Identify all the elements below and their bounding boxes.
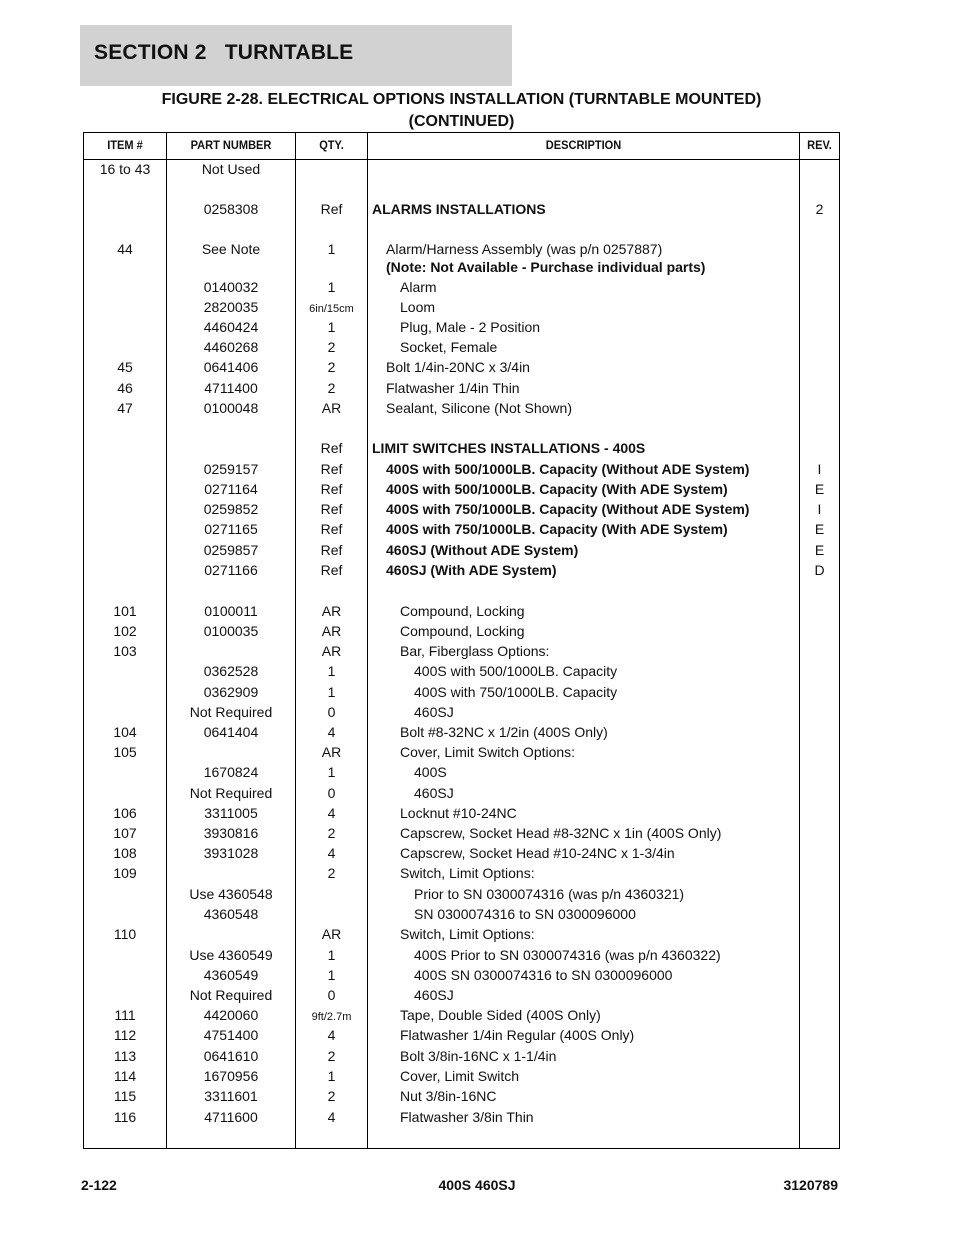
description-cell: 400S with 500/1000LB. Capacity (With ADE System) — [386, 481, 728, 497]
qty-cell: AR — [321, 926, 342, 942]
table-row — [84, 603, 839, 623]
header-description: DESCRIPTION — [545, 138, 622, 152]
rev-cell: I — [817, 501, 822, 517]
document-number: 3120789 — [783, 1177, 838, 1193]
rev-cell: D — [814, 562, 825, 578]
part-number-cell: 4460424 — [203, 319, 259, 335]
qty-cell: AR — [321, 643, 342, 659]
qty-cell: 0 — [327, 987, 336, 1003]
item-cell: 107 — [113, 825, 137, 841]
description-cell: Flatwasher 3/8in Thin — [400, 1109, 534, 1125]
description-cell: Bolt #8-32NC x 1/2in (400S Only) — [400, 724, 608, 740]
table-row — [84, 521, 839, 541]
qty-cell: 2 — [327, 359, 336, 375]
description-cell: Tape, Double Sided (400S Only) — [400, 1007, 601, 1023]
description-cell: Cover, Limit Switch — [400, 1068, 520, 1084]
description-cell: SN 0300074316 to SN 0300096000 — [414, 906, 636, 922]
table-row — [84, 400, 839, 420]
item-cell: 46 — [117, 380, 133, 396]
qty-cell: 4 — [327, 845, 336, 861]
qty-cell: 4 — [327, 805, 336, 821]
part-number-cell: 3930816 — [203, 825, 259, 841]
part-number-cell: 0259852 — [203, 501, 259, 517]
description-cell: 400S with 750/1000LB. Capacity (With ADE System) — [386, 521, 728, 537]
part-number-cell: 1670956 — [203, 1068, 259, 1084]
part-number-cell: Not Required — [189, 785, 273, 801]
qty-cell: AR — [321, 603, 342, 619]
table-row — [84, 1027, 839, 1047]
rev-cell: 2 — [815, 201, 824, 217]
part-number-cell: Use 4360549 — [189, 947, 273, 963]
table-row — [84, 744, 839, 764]
description-cell: 460SJ (Without ADE System) — [386, 542, 579, 558]
table-row — [84, 461, 839, 481]
model-name: 400S 460SJ — [438, 1177, 516, 1193]
item-cell: 109 — [113, 865, 137, 881]
qty-cell: Ref — [320, 521, 343, 537]
part-number-cell: Not Required — [189, 987, 273, 1003]
table-row — [84, 1088, 839, 1108]
description-cell: 460SJ — [414, 785, 454, 801]
qty-cell: 0 — [327, 785, 336, 801]
table-row — [84, 241, 839, 261]
item-cell: 114 — [113, 1068, 137, 1084]
qty-cell: Ref — [320, 440, 343, 456]
description-cell: Switch, Limit Options: — [400, 926, 535, 942]
description-cell: 400S Prior to SN 0300074316 (was p/n 4360322) — [414, 947, 721, 963]
part-number-cell: 4420060 — [203, 1007, 259, 1023]
table-row — [84, 906, 839, 926]
qty-cell: Ref — [320, 481, 343, 497]
item-cell: 108 — [113, 845, 137, 861]
rev-cell: E — [814, 542, 825, 558]
description-cell: Nut 3/8in-16NC — [400, 1088, 497, 1104]
qty-cell: 1 — [327, 764, 336, 780]
part-number-cell: 0259857 — [203, 542, 259, 558]
table-row — [84, 764, 839, 784]
qty-cell: 1 — [327, 319, 336, 335]
table-row — [84, 299, 839, 319]
table-row — [84, 319, 839, 339]
item-cell: 116 — [113, 1109, 137, 1125]
item-cell: 102 — [113, 623, 137, 639]
description-cell: Flatwasher 1/4in Regular (400S Only) — [400, 1027, 635, 1043]
qty-cell: Ref — [320, 201, 343, 217]
description-cell: (Note: Not Available - Purchase individual parts) — [386, 259, 706, 275]
part-number-cell: 4751400 — [203, 1027, 259, 1043]
table-row — [84, 1109, 839, 1129]
item-cell: 104 — [113, 724, 137, 740]
part-number-cell: 0271164 — [204, 481, 258, 497]
part-number-cell: 4711600 — [204, 1109, 258, 1125]
description-cell: LIMIT SWITCHES INSTALLATIONS - 400S — [372, 440, 646, 456]
table-row — [84, 161, 839, 181]
description-cell: Alarm — [400, 279, 437, 295]
qty-cell: 6in/15cm — [309, 303, 354, 315]
description-cell: Compound, Locking — [400, 603, 525, 619]
table-row — [84, 201, 839, 221]
description-cell: 400S — [414, 764, 447, 780]
part-number-cell: 4360549 — [203, 967, 259, 983]
part-number-cell: Use 4360548 — [189, 886, 273, 902]
description-cell: Switch, Limit Options: — [400, 865, 535, 881]
table-row — [84, 926, 839, 946]
qty-cell: AR — [321, 744, 342, 760]
table-row — [84, 1068, 839, 1088]
description-cell: Capscrew, Socket Head #8-32NC x 1in (400S Only) — [400, 825, 722, 841]
description-cell: Compound, Locking — [400, 623, 525, 639]
item-cell: 110 — [113, 926, 137, 942]
description-cell: Loom — [400, 299, 436, 315]
part-number-cell: 0259157 — [203, 461, 259, 477]
table-row — [84, 562, 839, 582]
item-cell: 101 — [113, 603, 137, 619]
table-row — [84, 704, 839, 724]
table-row — [84, 339, 839, 359]
qty-cell: 2 — [327, 1088, 336, 1104]
qty-cell: 1 — [327, 279, 336, 295]
description-cell: 400S SN 0300074316 to SN 0300096000 — [414, 967, 673, 983]
figure-title: FIGURE 2-28. ELECTRICAL OPTIONS INSTALLATION (TURNTABLE MOUNTED) — [161, 91, 762, 108]
qty-cell: 2 — [327, 1048, 336, 1064]
description-cell: Bolt 1/4in-20NC x 3/4in — [386, 359, 530, 375]
qty-cell: 0 — [327, 704, 336, 720]
table-row — [84, 623, 839, 643]
part-number-cell: 0362528 — [203, 663, 259, 679]
description-cell: Sealant, Silicone (Not Shown) — [386, 400, 572, 416]
item-cell: 112 — [113, 1027, 137, 1043]
description-cell: ALARMS INSTALLATIONS — [372, 201, 546, 217]
part-number-cell: 4360548 — [203, 906, 259, 922]
header-item: ITEM # — [107, 138, 143, 152]
table-row — [84, 643, 839, 663]
description-cell: Bar, Fiberglass Options: — [400, 643, 550, 659]
description-cell: 460SJ — [414, 987, 454, 1003]
part-number-cell: 3931028 — [203, 845, 259, 861]
item-cell: 44 — [117, 241, 133, 257]
description-cell: Plug, Male - 2 Position — [400, 319, 541, 335]
qty-cell: 1 — [327, 241, 336, 257]
table-row — [84, 987, 839, 1007]
table-row — [84, 785, 839, 805]
item-cell: 47 — [117, 400, 133, 416]
part-number-cell: 3311005 — [204, 805, 258, 821]
table-row — [84, 542, 839, 562]
table-row — [84, 805, 839, 825]
section-title: SECTION 2 TURNTABLE — [94, 41, 354, 64]
rev-cell: E — [814, 521, 825, 537]
item-cell: 115 — [113, 1088, 137, 1104]
description-cell: Socket, Female — [400, 339, 498, 355]
header-rev: REV. — [807, 138, 832, 152]
item-cell: 111 — [114, 1007, 136, 1023]
description-cell: Bolt 3/8in-16NC x 1-1/4in — [400, 1048, 557, 1064]
item-cell: 113 — [113, 1048, 137, 1064]
table-row — [84, 865, 839, 885]
section-banner — [80, 25, 512, 86]
part-number-cell: 0271165 — [204, 521, 258, 537]
table-row — [84, 501, 839, 521]
item-cell: 105 — [113, 744, 137, 760]
description-cell: Cover, Limit Switch Options: — [400, 744, 576, 760]
table-row — [84, 684, 839, 704]
page-number: 2-122 — [81, 1177, 117, 1193]
qty-cell: 4 — [327, 724, 336, 740]
item-cell: 45 — [117, 359, 133, 375]
qty-cell: 2 — [327, 865, 336, 881]
figure-title-continued: (CONTINUED) — [408, 113, 515, 130]
qty-cell: 1 — [327, 684, 336, 700]
qty-cell: 1 — [327, 947, 336, 963]
description-cell: Alarm/Harness Assembly (was p/n 0257887) — [386, 241, 663, 257]
part-number-cell: 2820035 — [203, 299, 259, 315]
part-number-cell: 0362909 — [203, 684, 259, 700]
qty-cell: 2 — [327, 825, 336, 841]
part-number-cell: 4460268 — [203, 339, 259, 355]
table-row — [84, 279, 839, 299]
qty-cell: Ref — [320, 501, 343, 517]
description-cell: 400S with 500/1000LB. Capacity — [414, 663, 618, 679]
description-cell: Locknut #10-24NC — [400, 805, 517, 821]
table-row — [84, 825, 839, 845]
qty-cell: 9ft/2.7m — [311, 1011, 352, 1023]
part-number-cell: Not Required — [189, 704, 273, 720]
qty-cell: Ref — [320, 542, 343, 558]
rev-cell: I — [817, 461, 822, 477]
part-number-cell: 0641404 — [203, 724, 259, 740]
table-row — [84, 1007, 839, 1027]
table-row — [84, 947, 839, 967]
part-number-cell: 0140032 — [203, 279, 259, 295]
table-row — [84, 380, 839, 400]
part-number-cell: 0100011 — [204, 603, 258, 619]
item-cell: 16 to 43 — [99, 161, 151, 177]
table-row — [84, 724, 839, 744]
qty-cell: 1 — [327, 1068, 336, 1084]
item-cell: 103 — [113, 643, 137, 659]
qty-cell: AR — [321, 400, 342, 416]
parts-table — [83, 132, 840, 1149]
description-cell: 460SJ (With ADE System) — [386, 562, 557, 578]
rev-cell: E — [814, 481, 825, 497]
description-cell: Capscrew, Socket Head #10-24NC x 1-3/4in — [400, 845, 675, 861]
description-cell: Flatwasher 1/4in Thin — [386, 380, 520, 396]
qty-cell: 2 — [327, 380, 336, 396]
part-number-cell: 1670824 — [203, 764, 259, 780]
part-number-cell: 0258308 — [203, 201, 259, 217]
part-number-cell: 3311601 — [204, 1088, 258, 1104]
part-number-cell: See Note — [201, 241, 261, 257]
header-part-number: PART NUMBER — [190, 138, 272, 152]
qty-cell: 2 — [327, 339, 336, 355]
item-cell: 106 — [113, 805, 137, 821]
table-row — [84, 259, 839, 279]
qty-cell: Ref — [320, 461, 343, 477]
header-qty: QTY. — [319, 138, 344, 152]
part-number-cell: Not Used — [201, 161, 261, 177]
part-number-cell: 4711400 — [204, 380, 258, 396]
qty-cell: 4 — [327, 1027, 336, 1043]
part-number-cell: 0641610 — [203, 1048, 259, 1064]
header-divider — [84, 159, 839, 160]
table-row — [84, 481, 839, 501]
table-row — [84, 359, 839, 379]
qty-cell: 1 — [327, 663, 336, 679]
description-cell: 400S with 750/1000LB. Capacity — [414, 684, 618, 700]
description-cell: 460SJ — [414, 704, 454, 720]
qty-cell: 1 — [327, 967, 336, 983]
qty-cell: AR — [321, 623, 342, 639]
part-number-cell: 0641406 — [203, 359, 259, 375]
part-number-cell: 0271166 — [204, 562, 258, 578]
part-number-cell: 0100048 — [203, 400, 259, 416]
table-row — [84, 886, 839, 906]
part-number-cell: 0100035 — [203, 623, 259, 639]
description-cell: 400S with 500/1000LB. Capacity (Without ADE System) — [386, 461, 750, 477]
description-cell: 400S with 750/1000LB. Capacity (Without ADE System) — [386, 501, 750, 517]
table-row — [84, 967, 839, 987]
table-row — [84, 440, 839, 460]
description-cell: Prior to SN 0300074316 (was p/n 4360321) — [414, 886, 685, 902]
qty-cell: Ref — [320, 562, 343, 578]
table-row — [84, 663, 839, 683]
qty-cell: 4 — [327, 1109, 336, 1125]
table-row — [84, 1048, 839, 1068]
table-row — [84, 845, 839, 865]
